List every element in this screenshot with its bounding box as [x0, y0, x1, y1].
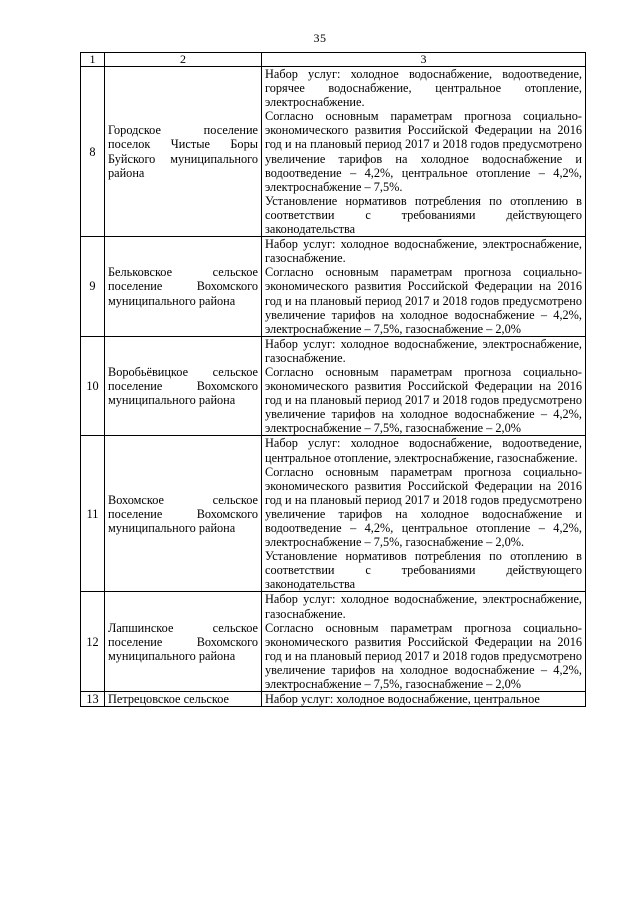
services-list: Набор услуг: холодное водоснабжение, электроснабжение, газоснабжение.	[265, 592, 582, 621]
tariff-forecast: Согласно основным параметрам прогноза социально-экономического развития Российской Федерации на 2016 год и на плановый период 2017 и 2018 годов предусмотрено увеличение тарифов на холодное водоснабжение – 4,2%, электроснабжение – 7,5%, газоснабжение – 2,0%	[265, 364, 582, 436]
tariff-forecast: Согласно основным параметрам прогноза социально-экономического развития Российской Федерации на 2016 год и на плановый период 2017 и 2018 годов предусмотрено увеличение тарифов на холодное водоснабжение – 4,2%, электроснабжение – 7,5%, газоснабжение – 2,0%	[265, 620, 582, 692]
services-list: Набор услуг: холодное водоснабжение, водоотведение, центральное отопление, электроснабжение, газоснабжение.	[265, 436, 582, 465]
tariff-forecast: Согласно основным параметрам прогноза социально-экономического развития Российской Федерации на 2016 год и на плановый период 2017 и 2018 годов предусмотрено увеличение тарифов на холодное водоснабжение и водоотведение – 4,2%, центральное отопление – 4,2%, электроснабжение – 7,5%.	[265, 109, 582, 194]
row-number: 11	[81, 436, 105, 592]
settlement-name: Петрецовское сельское	[105, 692, 262, 707]
services-description	[262, 336, 586, 436]
column-header-settlement: 2	[105, 53, 262, 67]
services-list: Набор услуг: холодное водоснабжение, центральное	[265, 692, 540, 707]
row-number: 13	[81, 692, 105, 707]
heating-norms-note: Установление нормативов потребления по отоплению в соответствии с требованиями действующего законодательства	[265, 549, 582, 592]
settlement-name: Вохомское сельское поселение Вохомского муниципального района	[105, 436, 262, 592]
table-row	[81, 336, 586, 436]
column-header-number: 1	[81, 53, 105, 67]
table-row	[81, 237, 586, 337]
table-row	[81, 592, 586, 692]
table-header-row	[81, 53, 586, 67]
table-row	[81, 692, 586, 707]
services-description	[262, 237, 586, 337]
services-description	[262, 67, 586, 237]
row-number: 10	[81, 336, 105, 436]
table-row	[81, 67, 586, 237]
services-description	[262, 692, 586, 707]
row-number: 9	[81, 237, 105, 337]
settlement-name: Воробьёвицкое сельское поселение Вохомского муниципального района	[105, 336, 262, 436]
services-description	[262, 592, 586, 692]
tariff-table	[80, 52, 586, 707]
services-list: Набор услуг: холодное водоснабжение, электроснабжение, газоснабжение.	[265, 237, 582, 266]
row-number: 12	[81, 592, 105, 692]
settlement-name: Бельковское сельское поселение Вохомского муниципального района	[105, 237, 262, 337]
services-description	[262, 436, 586, 592]
page-number: 35	[313, 31, 327, 45]
tariff-forecast: Согласно основным параметрам прогноза социально-экономического развития Российской Федерации на 2016 год и на плановый период 2017 и 2018 годов предусмотрено увеличение тарифов на холодное водоснабжение и водоотведение – 4,2%, центральное отопление – 4,2%, электроснабжение – 7,5%, газоснабжение – 2,0%.	[265, 464, 582, 550]
settlement-name: Лапшинское сельское поселение Вохомского муниципального района	[105, 592, 262, 692]
table-row	[81, 436, 586, 592]
services-list: Набор услуг: холодное водоснабжение, водоотведение, горячее водоснабжение, центральное отопление, электроснабжение.	[265, 67, 582, 110]
services-list: Набор услуг: холодное водоснабжение, электроснабжение, газоснабжение.	[265, 336, 582, 365]
heating-norms-note: Установление нормативов потребления по отоплению в соответствии с требованиями действующего законодательства	[265, 193, 582, 237]
tariff-forecast: Согласно основным параметрам прогноза социально-экономического развития Российской Федерации на 2016 год и на плановый период 2017 и 2018 годов предусмотрено увеличение тарифов на холодное водоснабжение – 4,2%, электроснабжение – 7,5%, газоснабжение – 2,0%	[265, 265, 582, 336]
column-header-services: 3	[262, 53, 586, 67]
settlement-name: Городское поселение поселок Чистые Боры Буйского муниципального района	[105, 67, 262, 237]
row-number: 8	[81, 67, 105, 237]
